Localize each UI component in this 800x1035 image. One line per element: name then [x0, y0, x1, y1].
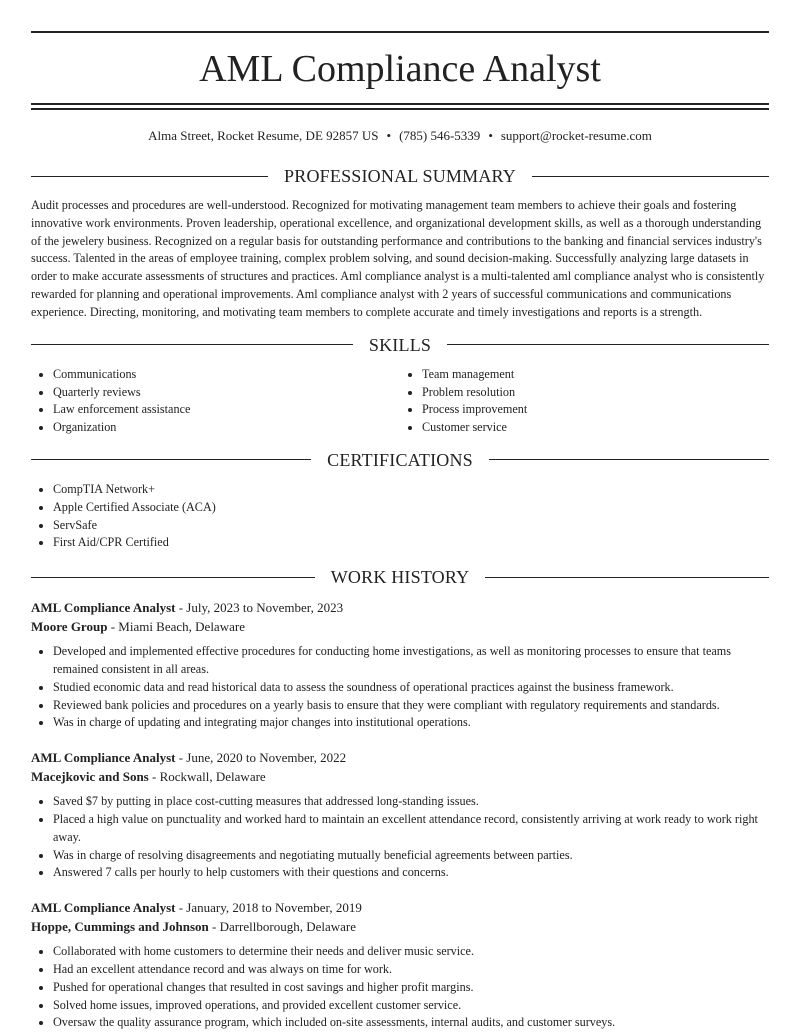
job-entry: [31, 598, 769, 732]
summary-text: Audit processes and procedures are well-understood. Recognized for motivating management team members to achieve their goals and fostering innovative work environments. Proven leadership, operational excellence, and organizational development skills, as well as a thorough understanding of the jewelery business. Recognized on a regular basis for outstanding performance and contributions to the banking and financial services industry's success. Talented in the areas of employee training, complex problem solving, and sound decision-making. Successfully analyzing large datasets in order to make accurate assessments of structures and practices. Aml compliance analyst is a multi-talented aml compliance analyst who is consistently rewarded for planning and operational improvements. Aml compliance analyst with 2 years of successful communications and communications experience. Directing, monitoring, and motivating team members to complete accurate and timely investigations and reports is a strength.: [31, 198, 765, 319]
job-bullet: • Saved $7 by putting in place cost-cutting measures that addressed long-standing issues.: [53, 793, 769, 811]
skills-columns: [31, 366, 769, 437]
job-bullet: • Pushed for operational changes that resulted in cost savings and higher profit margins.: [53, 979, 769, 997]
heading-rule-left: [31, 344, 353, 345]
job-role: AML Compliance Analyst: [31, 600, 176, 616]
job-company: Hoppe, Cummings and Johnson: [31, 919, 209, 935]
job-bullets: [31, 643, 769, 732]
section-title: SKILLS: [368, 334, 432, 355]
section-title: CERTIFICATIONS: [327, 449, 473, 470]
certification-item: • First Aid/CPR Certified: [53, 534, 769, 552]
job-role-line: [31, 898, 769, 917]
job-dates: - July, 2023 to November, 2023: [175, 600, 344, 616]
skill-item: • Communications: [53, 366, 400, 384]
skill-item: • Team management: [422, 366, 769, 384]
section-heading-certifications: [31, 449, 769, 471]
job-role-line: [31, 598, 769, 617]
job-dates: - June, 2020 to November, 2022: [175, 750, 347, 766]
skill-item: • Customer service: [422, 419, 769, 437]
contact-separator: •: [488, 128, 493, 143]
heading-rule-right: [532, 176, 769, 177]
job-bullet: • Was in charge of updating and integrating major changes into institutional operations.: [53, 714, 769, 732]
skill-item: • Quarterly reviews: [53, 384, 400, 402]
job-dates: - January, 2018 to November, 2019: [175, 900, 362, 916]
contact-address: Alma Street, Rocket Resume, DE 92857 US: [148, 128, 379, 143]
job-company-line: [31, 617, 769, 636]
job-bullet: • Reviewed bank policies and procedures on a yearly basis to ensure that they were compliant with regulatory requirements and standards.: [53, 697, 769, 715]
job-company-line: [31, 917, 769, 936]
job-bullet: • Answered 7 calls per hourly to help customers with their questions and concerns.: [53, 864, 769, 882]
job-bullets: [31, 793, 769, 882]
contact-email: support@rocket-resume.com: [500, 128, 652, 143]
certification-item: • ServSafe: [53, 517, 769, 535]
job-bullet: • Developed and implemented effective procedures for conducting home investigations, as well as monitoring processes to ensure that teams remained consistent in all areas.: [53, 643, 769, 679]
skills-list-left: [31, 366, 400, 437]
heading-rule-right: [447, 344, 769, 345]
job-entry: [31, 898, 769, 1032]
heading-rule-right: [485, 577, 769, 578]
job-bullet: • Had an excellent attendance record and was always on time for work.: [53, 961, 769, 979]
job-bullet: • Oversaw the quality assurance program, which included on-site assessments, internal audits, and customer surveys.: [53, 1014, 769, 1032]
job-location: - Rockwall, Delaware: [148, 769, 266, 785]
certification-item: • CompTIA Network+: [53, 481, 769, 499]
certifications-list: [31, 481, 769, 552]
job-company: Macejkovic and Sons: [31, 769, 149, 785]
heading-rule-left: [31, 577, 315, 578]
skill-item: • Law enforcement assistance: [53, 401, 400, 419]
job-bullet: • Was in charge of resolving disagreements and negotiating mutually beneficial agreements between parties.: [53, 847, 769, 865]
contact-phone: (785) 546-5339: [399, 128, 481, 143]
heading-rule-left: [31, 459, 311, 460]
heading-rule-left: [31, 176, 268, 177]
job-role: AML Compliance Analyst: [31, 900, 176, 916]
job-role-line: [31, 748, 769, 767]
section-title: PROFESSIONAL SUMMARY: [284, 166, 516, 186]
heading-rule-right: [489, 459, 769, 460]
skill-item: • Organization: [53, 419, 400, 437]
job-location: - Miami Beach, Delaware: [107, 619, 245, 635]
certification-item: • Apple Certified Associate (ACA): [53, 499, 769, 517]
double-rule: [31, 103, 769, 110]
job-bullet: • Solved home issues, improved operations, and provided excellent customer service.: [53, 997, 769, 1015]
section-heading-work-history: [31, 566, 769, 588]
section-title: WORK HISTORY: [330, 567, 470, 588]
job-location: - Darrellborough, Delaware: [208, 919, 356, 935]
skills-list-right: [400, 366, 769, 437]
contact-line: [31, 127, 769, 145]
job-company: Moore Group: [31, 619, 108, 635]
job-bullet: • Studied economic data and read historical data to assess the soundness of operational practices against the business framework.: [53, 679, 769, 697]
top-rule: [31, 31, 769, 33]
job-bullet: • Collaborated with home customers to determine their needs and deliver music service.: [53, 943, 769, 961]
resume-page: [31, 31, 769, 1032]
section-heading-summary: [31, 165, 769, 187]
job-entry: [31, 748, 769, 882]
section-heading-skills: [31, 334, 769, 356]
candidate-title: AML Compliance Analyst: [199, 48, 601, 90]
skill-item: • Problem resolution: [422, 384, 769, 402]
job-role: AML Compliance Analyst: [31, 750, 176, 766]
job-bullets: [31, 943, 769, 1032]
job-bullet: • Placed a high value on punctuality and worked hard to maintain an excellent attendance record, consistently arriving at work ready to work right away.: [53, 811, 769, 847]
skill-item: • Process improvement: [422, 401, 769, 419]
job-company-line: [31, 767, 769, 786]
contact-separator: •: [386, 128, 392, 143]
